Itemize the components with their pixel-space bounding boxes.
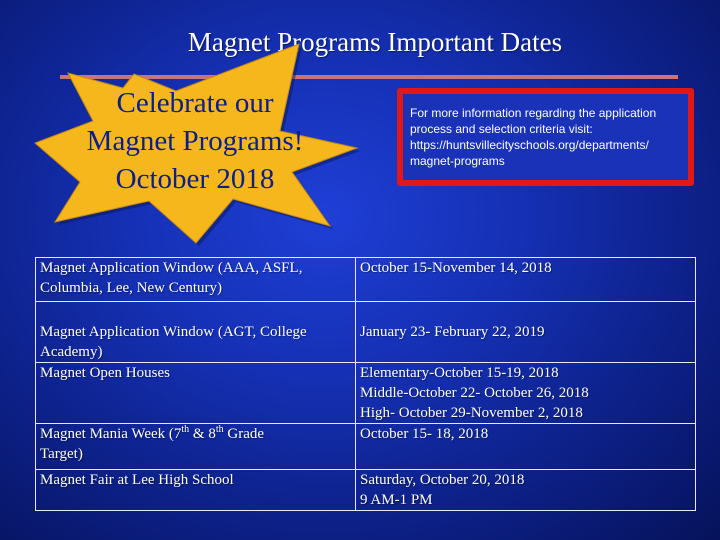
table-row [36,470,696,511]
event-label: Academy) [40,344,103,360]
event-label-cell [36,302,356,363]
starburst-line: Celebrate our [116,87,274,119]
event-label: Magnet Application Window (AAA, ASFL, [40,260,303,276]
event-date: October 15- 18, 2018 [360,426,489,442]
important-dates-table [35,257,696,511]
starburst-line: October 2018 [115,163,275,195]
info-url: https://huntsvillecityschools.org/departments/ [410,138,649,152]
slide-title: Magnet Programs Important Dates [187,27,563,57]
info-url: magnet-programs [410,154,505,168]
event-label-cell [36,470,356,511]
event-label-cell [36,424,356,470]
event-date-cell [356,302,696,363]
label-part: Magnet Mania Week (7 [40,426,182,442]
ordinal-suffix: th [215,424,224,435]
event-date: January 23- February 22, 2019 [360,324,545,340]
starburst-text [40,84,350,198]
event-date-cell [356,363,696,424]
event-date: Elementary-October 15-19, 2018 [360,365,559,381]
table-row [36,302,696,363]
event-date-cell [356,424,696,470]
event-date: High- October 29-November 2, 2018 [360,405,583,421]
info-box [397,88,694,186]
table-row [36,258,696,302]
event-label-cell [36,363,356,424]
ordinal-suffix: th [181,424,190,435]
event-label: Magnet Fair at Lee High School [40,472,234,488]
event-label-cell [36,258,356,302]
starburst-line: Magnet Programs! [86,125,304,157]
table-row [36,424,696,470]
event-date-cell [356,258,696,302]
event-label: Magnet Open Houses [40,365,170,381]
event-label [40,424,351,444]
table-row [36,363,696,424]
event-date: Middle-October 22- October 26, 2018 [360,385,589,401]
event-label: Columbia, Lee, New Century) [40,280,223,296]
event-label: Target) [40,446,83,462]
event-date: Saturday, October 20, 2018 [360,472,525,488]
event-date-cell [356,470,696,511]
label-part: & 8 [189,426,216,442]
label-part: Grade [223,426,265,442]
event-date: 9 AM-1 PM [360,492,433,508]
info-line: process and selection criteria visit: [410,122,593,136]
event-label: Magnet Application Window (AGT, College [40,324,307,340]
event-date: October 15-November 14, 2018 [360,260,552,276]
info-line: For more information regarding the application [410,106,657,120]
